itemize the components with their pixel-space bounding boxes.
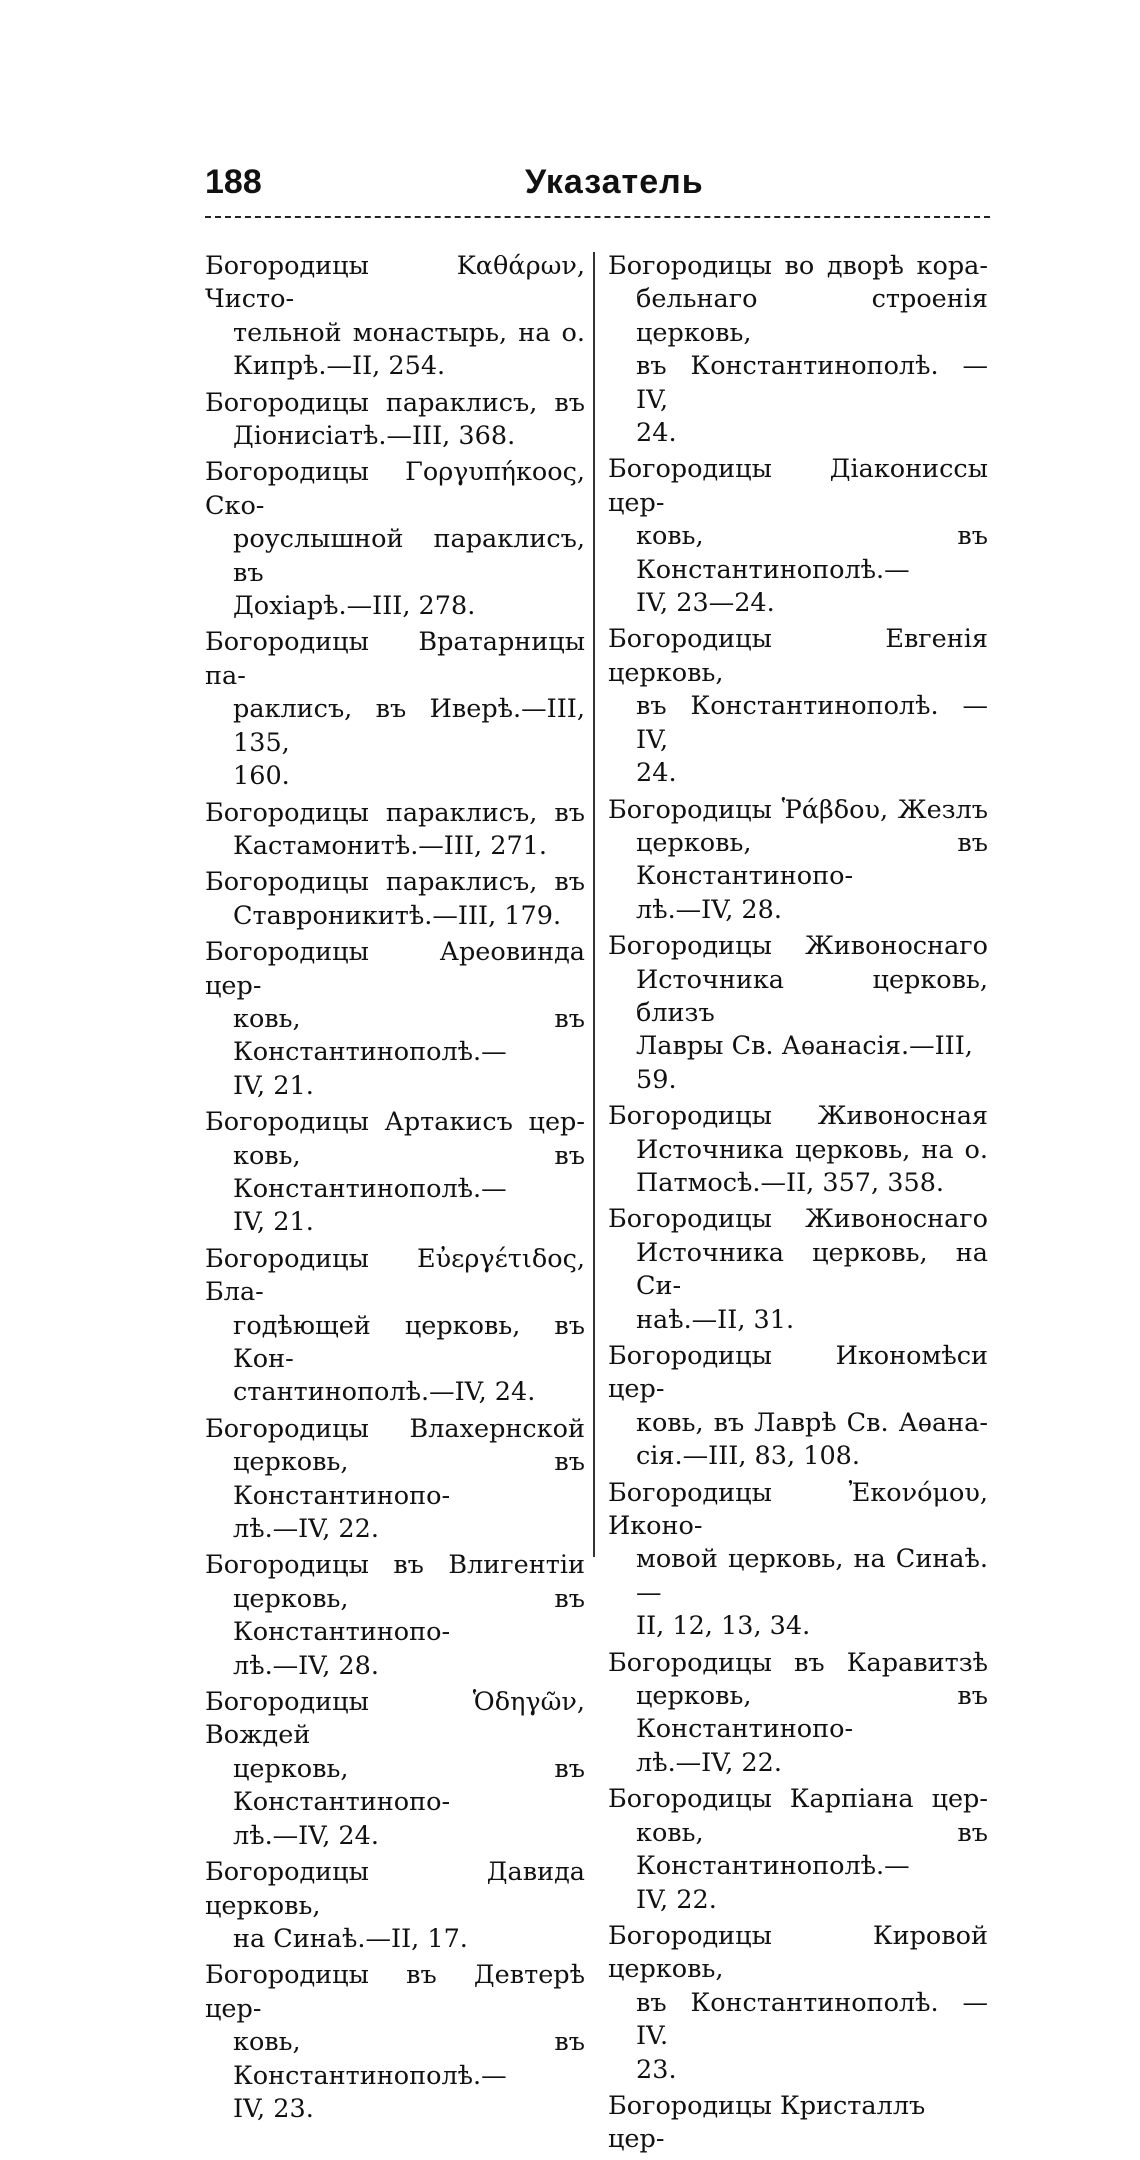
entry-line: Богородицы Евгенія церковь, [608, 624, 988, 688]
index-entry [205, 456, 585, 623]
index-entry [608, 930, 988, 1097]
index-entry [205, 1959, 585, 2126]
entry-line: Богородицы Кристаллъ цер- [608, 2090, 926, 2155]
entry-line: Богородицы Ареовинда цер- [205, 937, 585, 1001]
entry-line: Богородицы въ Девтерѣ цер- [205, 1960, 585, 2024]
entry-line: Лавры Св. Аѳанасія.—III, 59. [636, 1031, 973, 1095]
entry-line: Источника церковь, близъ [636, 964, 988, 1028]
entry-line: бельнаго строенія церковь, [636, 284, 988, 348]
index-entry [205, 250, 585, 384]
entry-line: стантинополѣ.—IV, 24. [233, 1377, 536, 1408]
entry-line: лѣ.—IV, 28. [233, 1650, 379, 1681]
index-entry [608, 1477, 988, 1644]
entry-line: ковь, въ Константинополѣ.— [636, 521, 988, 585]
index-entry [205, 1106, 585, 1240]
entry-line: Богородицы Икономѣси цер- [608, 1341, 988, 1405]
index-entry [205, 1686, 585, 1853]
entry-line: ковь, въ Константинополѣ.— [636, 1817, 988, 1882]
entry-line: 23. [636, 2054, 677, 2085]
entry-line: Богородицы Вратарницы па- [205, 627, 585, 691]
entry-line: IV, 21. [233, 1070, 314, 1101]
entry-line: мовой церковь, на Синаѣ.— [636, 1544, 988, 1608]
entry-line: Богородицы Ῥάβδου, Жезлъ [608, 794, 988, 825]
index-entry [205, 1549, 585, 1683]
index-entry [205, 626, 585, 793]
index-entry [608, 623, 988, 790]
index-entry [205, 797, 585, 864]
column-divider [593, 252, 595, 1557]
index-entry [608, 453, 988, 620]
index-entry [205, 866, 585, 933]
entry-line: Дохіарѣ.—III, 278. [233, 591, 476, 622]
left-column [205, 250, 585, 2129]
entry-line: церковь, въ Константинопо- [233, 1583, 585, 1648]
entry-line: Богородицы во дворѣ кора- [608, 251, 988, 281]
index-entry [205, 1413, 585, 1547]
entry-line: роуслышной параклисъ, въ [233, 524, 585, 588]
entry-line: Богородицы Ἐκονόμου, Иконо- [608, 1477, 988, 1542]
entry-line: церковь, въ Константинопо- [636, 1681, 988, 1745]
entry-line: Богородицы въ Влигентіи [205, 1550, 585, 1581]
entry-line: церковь, въ Константинопо- [233, 1753, 585, 1818]
entry-line: Богородицы Γοργυπήκοος, Ско- [205, 457, 585, 521]
entry-line: ковь, въ Константинополѣ.— [233, 2027, 585, 2091]
index-entry [608, 1647, 988, 1781]
entry-line: Богородицы Карпіана цер- [608, 1784, 988, 1815]
entry-line: Богородицы параклисъ, въ [205, 387, 585, 418]
entry-line: церковь, въ Константинопо- [636, 827, 988, 892]
entry-line: тельной монастырь, на о. [233, 317, 585, 348]
index-entry [608, 1783, 988, 1917]
index-entry [608, 794, 988, 928]
entry-line: сія.—III, 83, 108. [636, 1441, 860, 1472]
entry-line: Богородицы Живоноснаго [608, 1204, 988, 1235]
entry-line: II, 12, 13, 34. [636, 1611, 811, 1642]
entry-line: Источника церковь, на о. [636, 1134, 988, 1165]
running-head: Указатель [525, 163, 704, 201]
entry-line: лѣ.—IV, 22. [233, 1514, 379, 1545]
entry-line: ковь, въ Лаврѣ Св. Аѳана- [636, 1407, 988, 1438]
index-entry [205, 1243, 585, 1410]
entry-line: 24. [636, 758, 677, 789]
entry-line: Богородицы Ὁδηγῶν, Вождей [205, 1687, 585, 1751]
entry-line: IV, 21. [233, 1207, 314, 1238]
entry-line: Кастамонитѣ.—III, 271. [233, 830, 548, 861]
entry-line: Богородицы Живоносная [608, 1101, 988, 1132]
entry-line: годѣющей церковь, въ Кон- [233, 1310, 585, 1374]
entry-line: лѣ.—IV, 28. [636, 894, 782, 925]
entry-line: въ Константинополѣ. — IV, [636, 351, 988, 415]
entry-line: Богородицы въ Каравитзѣ [608, 1647, 988, 1678]
index-entry [608, 1920, 988, 2087]
entry-line: въ Константинополѣ. — IV. [636, 1987, 988, 2052]
entry-line: раклисъ, въ Иверѣ.—III, 135, [233, 694, 585, 758]
entry-line: 24. [636, 418, 677, 449]
entry-line: наѣ.—II, 31. [636, 1304, 795, 1335]
entry-line: Ставроникитѣ.—III, 179. [233, 900, 562, 931]
entry-line: Богородицы Влахернской [205, 1413, 585, 1444]
entry-line: Богородицы параклисъ, въ [205, 867, 585, 898]
entry-line: Богородицы Артакисъ цер- [205, 1107, 585, 1138]
entry-line: Богородицы параклисъ, въ [205, 797, 585, 828]
entry-line: Богородицы Діакониссы цер- [608, 454, 988, 518]
index-entry [205, 936, 585, 1103]
entry-line: IV, 22. [636, 1884, 717, 1915]
index-entry [608, 1100, 988, 1200]
entry-line: Патмосѣ.—II, 357, 358. [636, 1167, 945, 1198]
right-column [608, 250, 988, 2160]
entry-line: въ Константинополѣ. — IV, [636, 691, 988, 755]
index-entry [608, 1340, 988, 1474]
entry-line: Богородицы Кировой церковь, [608, 1920, 988, 1985]
entry-line: на Синаѣ.—II, 17. [233, 1923, 468, 1954]
index-entry [608, 2090, 988, 2157]
index-entry [608, 250, 988, 450]
entry-line: Богородицы Живоноснаго [608, 931, 988, 962]
entry-line: IV, 23—24. [636, 588, 775, 619]
entry-line: лѣ.—IV, 22. [636, 1747, 782, 1778]
entry-line: Кипрѣ.—II, 254. [233, 351, 446, 382]
entry-line: церковь, въ Константинопо- [233, 1447, 585, 1511]
entry-line: лѣ.—IV, 24. [233, 1820, 379, 1851]
index-entry [205, 387, 585, 454]
entry-line: Діонисіатѣ.—III, 368. [233, 421, 516, 452]
entry-line: ковь, въ Константинополѣ.— [233, 1003, 585, 1068]
entry-line: Источника церковь, на Си- [636, 1237, 988, 1302]
page-header [205, 163, 990, 213]
entry-line: Богородицы Καθάρων, Чисто- [205, 251, 585, 315]
entry-line: IV, 23. [233, 2093, 314, 2124]
index-entry [608, 1203, 988, 1337]
entry-line: ковь, въ Константинополѣ.— [233, 1140, 585, 1204]
page-number: 188 [205, 163, 262, 201]
entry-line: 160. [233, 761, 290, 792]
entry-line: Богородицы Εὐεργέτιδος, Бла- [205, 1243, 585, 1308]
entry-line: Богородицы Давида церковь, [205, 1857, 585, 1921]
header-rule [205, 216, 990, 218]
index-entry [205, 1856, 585, 1956]
